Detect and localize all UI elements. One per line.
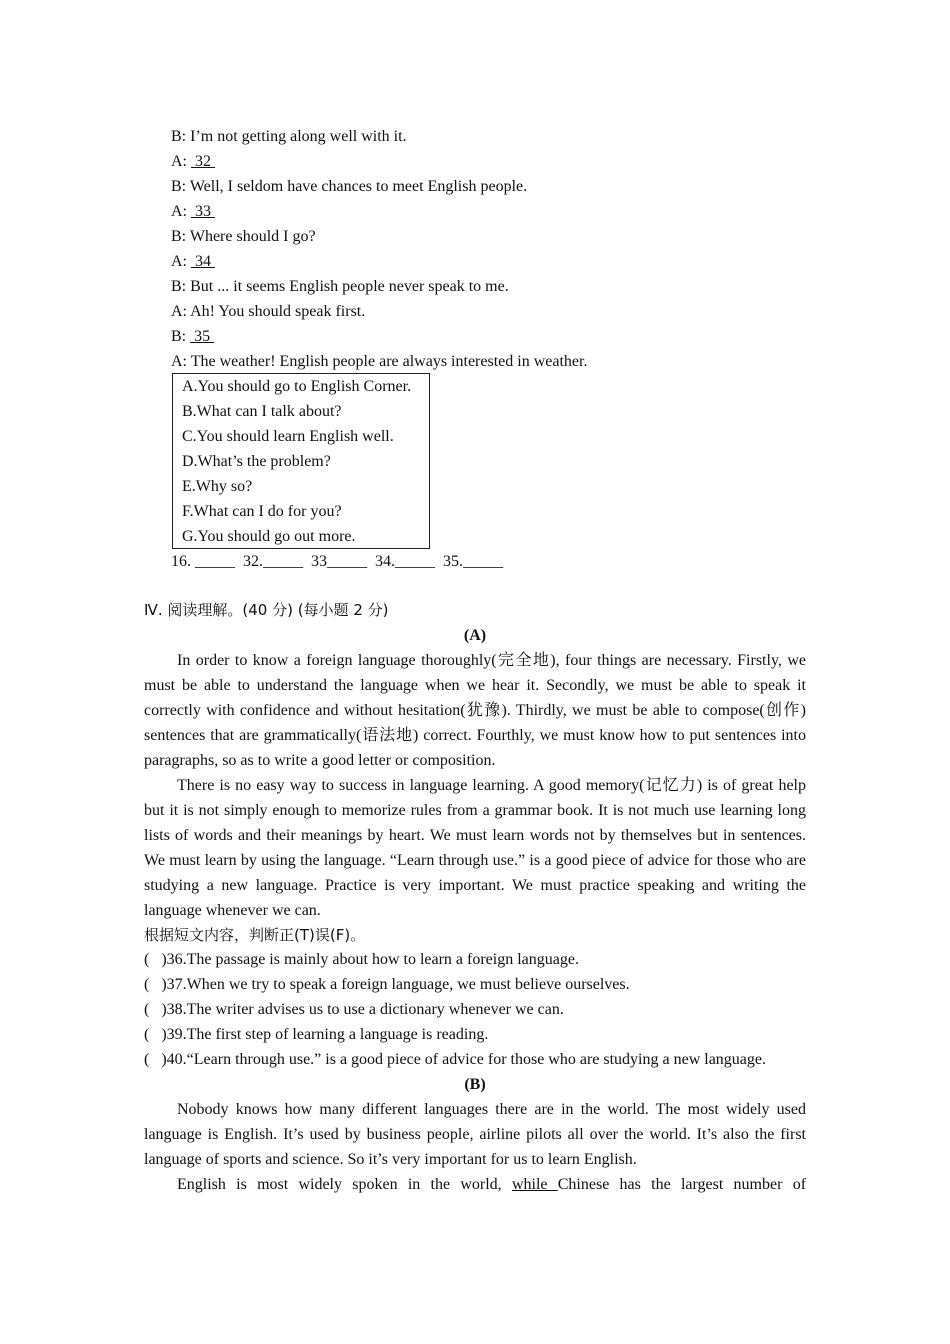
passage-b-label: (B) [464, 1076, 486, 1093]
speaker: A: [171, 253, 187, 270]
dialogue-line [171, 149, 215, 174]
dialogue-text: Where should I go? [186, 228, 316, 245]
options-box [172, 373, 430, 549]
speaker: B: [171, 328, 187, 345]
question-item: ( )37.When we try to speak a foreign language, we must believe ourselves. [144, 976, 630, 993]
option-item: E.Why so? [182, 478, 253, 495]
speaker: A: [171, 203, 187, 220]
speaker: B: [171, 128, 187, 145]
dialogue-line [171, 249, 215, 274]
passage-a-label: (A) [463, 627, 487, 644]
question-item: ( )36.The passage is mainly about how to learn a foreign language. [144, 951, 579, 968]
dialogue-line [171, 274, 509, 299]
dialogue-text: Well, I seldom have chances to meet English people. [186, 178, 528, 195]
dialogue-line [171, 349, 587, 374]
option-item: C.You should learn English well. [182, 428, 394, 445]
speaker: B: [171, 278, 187, 295]
dialogue-text: Ah! You should speak first. [187, 303, 366, 320]
question-item: ( )39.The first step of learning a language is reading. [144, 1026, 489, 1043]
speaker: B: [171, 228, 187, 245]
dialogue-text: The weather! English people are always interested in weather. [187, 353, 588, 370]
dialogue-text: But ... it seems English people never speak to me. [186, 278, 509, 295]
text-segment: English is most widely spoken in the world, [177, 1176, 502, 1193]
answer-line: 16. _____ 32._____ 33_____ 34._____ 35._____ [171, 553, 503, 570]
dialogue-text: I’m not getting along well with it. [186, 128, 407, 145]
answer-blank: 34 [191, 253, 215, 270]
passage-b-paragraph-2 [144, 1172, 806, 1197]
speaker: A: [171, 353, 187, 370]
dialogue-line [171, 224, 316, 249]
speaker: A: [171, 153, 187, 170]
passage-a-paragraph-1: In order to know a foreign language thoroughly(完全地), four things are necessary. Firstly, we must be able to understand the language when we hear it. Secondly, we must be able to speak it correctly with confidence and without hesitation(犹豫). Thirdly, we must be able to compose(创作) sentences that are grammatically(语法地) correct. Fourthly, we must know how to put sentences into paragraphs, so as to write a good letter or composition. [144, 652, 806, 769]
dialogue-line [171, 174, 527, 199]
option-item: D.What’s the problem? [182, 453, 331, 470]
option-item: A.You should go to English Corner. [182, 378, 412, 395]
speaker: B: [171, 178, 187, 195]
question-item: ( )40.“Learn through use.” is a good piece of advice for those who are studying a new language. [144, 1051, 767, 1068]
section-heading: Ⅳ. 阅读理解。(40 分) (每小题 2 分) [144, 601, 389, 619]
speaker: A: [171, 303, 187, 320]
option-item: G.You should go out more. [182, 528, 356, 545]
answer-blank: 35 [190, 328, 215, 345]
dialogue-line [171, 299, 365, 324]
dialogue-line [171, 324, 214, 349]
text-segment: Chinese has the largest number of [557, 1176, 807, 1193]
dialogue-line [171, 199, 215, 224]
answer-blank: 33 [191, 203, 215, 220]
answer-blank: 32 [191, 153, 215, 170]
option-item: F.What can I do for you? [182, 503, 342, 520]
dialogue-line [171, 124, 407, 149]
passage-b-paragraph-1: Nobody knows how many different languages there are in the world. The most widely used language is English. It’s used by business people, airline pilots all over the world. It’s also the first language of sports and science. So it’s very important for us to learn English. [144, 1101, 806, 1168]
underlined-word: while [511, 1176, 558, 1193]
instruction: 根据短文内容，判断正(T)误(F)。 [144, 926, 366, 944]
option-item: B.What can I talk about? [182, 403, 342, 420]
passage-a-paragraph-2: There is no easy way to success in language learning. A good memory(记忆力) is of great help but it is not simply enough to memorize rules from a grammar book. It is not much use learning long lists of words and their meanings by heart. We must learn words not by themselves but in sentences. We must learn by using the language. “Learn through use.” is a good piece of advice for those who are studying a new language. Practice is very important. We must practice speaking and writing the language whenever we can. [144, 777, 806, 919]
question-item: ( )38.The writer advises us to use a dictionary whenever we can. [144, 1001, 564, 1018]
